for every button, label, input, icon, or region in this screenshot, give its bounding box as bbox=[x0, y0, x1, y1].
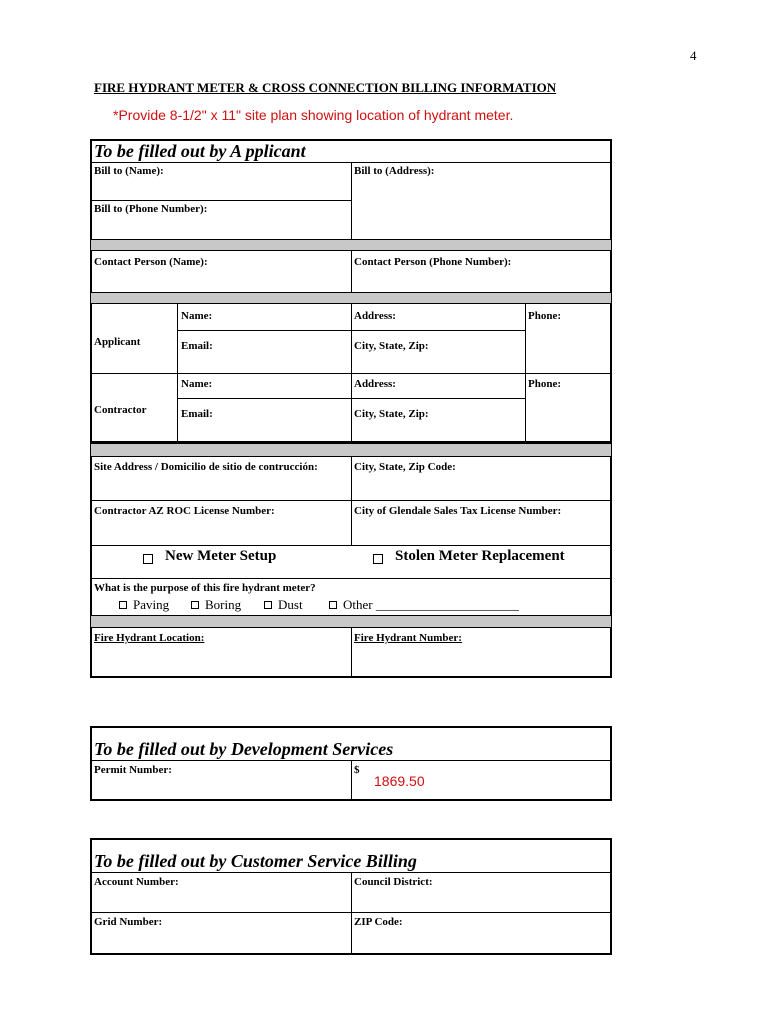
zip-code-field[interactable]: ZIP Code: bbox=[354, 916, 403, 928]
bill-to-name-field[interactable]: Bill to (Name): bbox=[94, 165, 164, 177]
contact-person-phone-field[interactable]: Contact Person (Phone Number): bbox=[354, 256, 512, 268]
site-city-state-zip-field[interactable]: City, State, Zip Code: bbox=[354, 461, 456, 473]
applicant-row-label: Applicant bbox=[94, 336, 141, 348]
boring-checkbox[interactable] bbox=[191, 601, 199, 609]
divider-bar bbox=[91, 615, 611, 628]
hydrant-number-field[interactable]: Fire Hydrant Number: bbox=[354, 632, 462, 644]
permit-amount-value: 1869.50 bbox=[374, 773, 425, 789]
applicant-email-field[interactable]: Email: bbox=[181, 340, 213, 352]
purpose-question: What is the purpose of this fire hydrant meter? bbox=[94, 582, 316, 594]
new-meter-setup-checkbox[interactable] bbox=[143, 554, 153, 564]
contractor-city-state-zip-field[interactable]: City, State, Zip: bbox=[354, 408, 429, 420]
contractor-row-label: Contractor bbox=[94, 404, 147, 416]
boring-option-label: Boring bbox=[205, 597, 242, 612]
account-number-field[interactable]: Account Number: bbox=[94, 876, 179, 888]
applicant-section-heading: To be filled out by A pplicant bbox=[94, 141, 306, 161]
billing-section-heading: To be filled out by Customer Service Billing bbox=[94, 851, 417, 871]
contractor-email-field[interactable]: Email: bbox=[181, 408, 213, 420]
dust-option-label: Dust bbox=[278, 597, 303, 612]
form-title: FIRE HYDRANT METER & CROSS CONNECTION BILLING INFORMATION bbox=[94, 80, 557, 95]
divider-bar bbox=[91, 239, 611, 251]
contractor-name-field[interactable]: Name: bbox=[181, 378, 213, 390]
grid-number-field[interactable]: Grid Number: bbox=[94, 916, 163, 928]
contractor-address-field[interactable]: Address: bbox=[354, 378, 396, 390]
roc-license-field[interactable]: Contractor AZ ROC License Number: bbox=[94, 505, 275, 517]
divider-bar bbox=[91, 443, 611, 457]
applicant-address-field[interactable]: Address: bbox=[354, 310, 396, 322]
sales-tax-license-field[interactable]: City of Glendale Sales Tax License Number: bbox=[354, 505, 562, 517]
council-district-field[interactable]: Council District: bbox=[354, 876, 433, 888]
other-option-field[interactable]: Other ______________________ bbox=[343, 597, 519, 612]
site-plan-note: *Provide 8-1/2" x 11" site plan showing location of hydrant meter. bbox=[113, 107, 514, 123]
hydrant-location-field[interactable]: Fire Hydrant Location: bbox=[94, 632, 205, 644]
stolen-meter-replacement-label: Stolen Meter Replacement bbox=[395, 548, 565, 564]
permit-number-field[interactable]: Permit Number: bbox=[94, 764, 172, 776]
dollar-sign: $ bbox=[354, 764, 360, 776]
contractor-phone-field[interactable]: Phone: bbox=[528, 378, 561, 390]
divider-bar bbox=[91, 292, 611, 304]
other-checkbox[interactable] bbox=[329, 601, 337, 609]
applicant-name-field[interactable]: Name: bbox=[181, 310, 213, 322]
contact-person-name-field[interactable]: Contact Person (Name): bbox=[94, 256, 208, 268]
applicant-phone-field[interactable]: Phone: bbox=[528, 310, 561, 322]
paving-option-label: Paving bbox=[133, 597, 170, 612]
dust-checkbox[interactable] bbox=[264, 601, 272, 609]
new-meter-setup-label: New Meter Setup bbox=[165, 548, 277, 564]
bill-to-address-field[interactable]: Bill to (Address): bbox=[354, 165, 435, 177]
development-section-heading: To be filled out by Development Services bbox=[94, 739, 394, 759]
stolen-meter-replacement-checkbox[interactable] bbox=[373, 554, 383, 564]
page-number: 4 bbox=[690, 48, 697, 63]
site-address-field[interactable]: Site Address / Domicilio de sitio de contrucción: bbox=[94, 461, 318, 473]
applicant-city-state-zip-field[interactable]: City, State, Zip: bbox=[354, 340, 429, 352]
paving-checkbox[interactable] bbox=[119, 601, 127, 609]
bill-to-phone-field[interactable]: Bill to (Phone Number): bbox=[94, 203, 208, 215]
